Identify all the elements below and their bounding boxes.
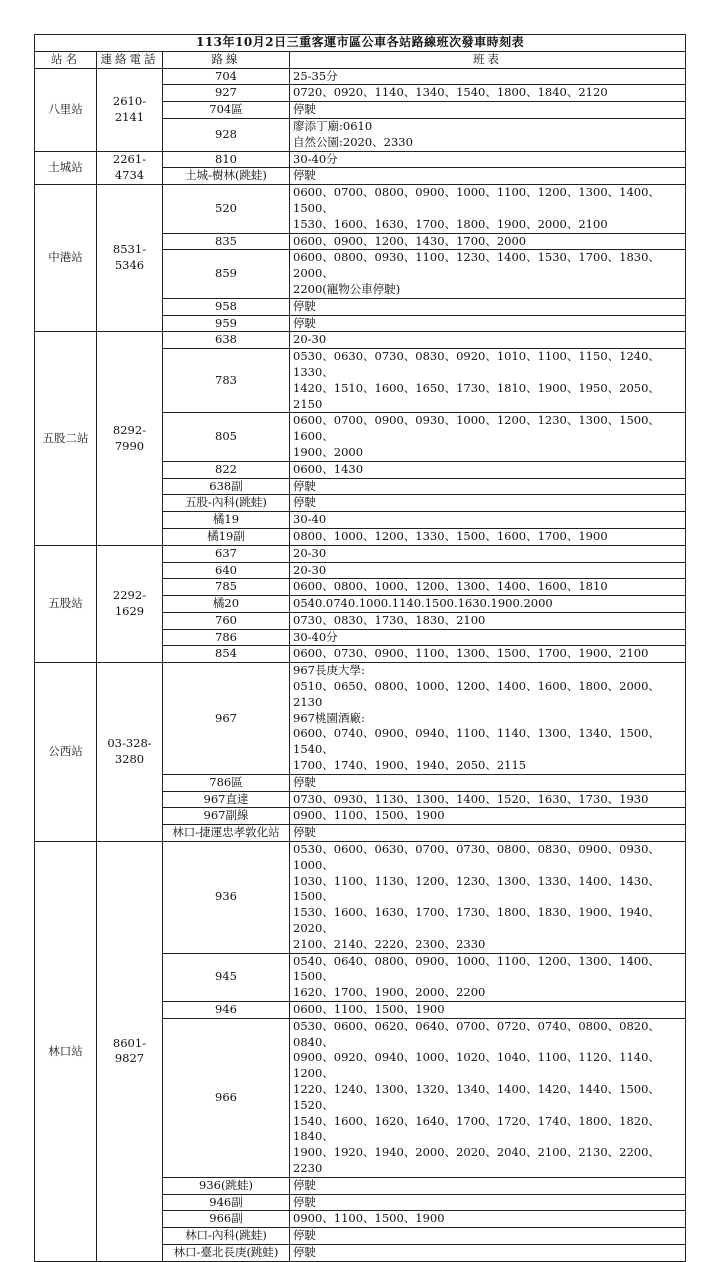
station-phone: 8531-5346 [97, 185, 163, 332]
route-name: 土城-樹林(跳蛙) [163, 168, 290, 185]
route-name: 786區 [163, 774, 290, 791]
route-schedule: 0600、1100、1500、1900 [290, 1002, 686, 1019]
route-schedule: 0530、0600、0630、0700、0730、0800、0830、0900、0930、1000、 1030、1100、1130、1200、1230、1300、1330、1400、1430、1500、 1530、1600、1630、1700、1730、1800、1830、1900、1940、2020、 2100、2140、2220、2300、2330 [290, 842, 686, 954]
route-name: 966副 [163, 1211, 290, 1228]
route-name: 637 [163, 545, 290, 562]
route-name: 835 [163, 233, 290, 250]
route-schedule: 0530、0630、0730、0830、0920、1010、1100、1150、1240、1330、 1420、1510、1600、1650、1730、1810、1900、1950、2050、2150 [290, 349, 686, 413]
route-schedule: 0720、0920、1140、1340、1540、1800、1840、2120 [290, 85, 686, 102]
station-name: 五股二站 [35, 332, 97, 545]
station-phone: 03-328- 3280 [97, 663, 163, 842]
route-schedule: 停駛 [290, 478, 686, 495]
route-name: 945 [163, 953, 290, 1001]
header-row [35, 51, 686, 68]
route-name: 林口-捷運忠孝敦化站 [163, 825, 290, 842]
route-schedule: 30-40分 [290, 629, 686, 646]
route-schedule: 停駛 [290, 1177, 686, 1194]
route-name: 783 [163, 349, 290, 413]
table-row [35, 151, 686, 168]
route-name: 786 [163, 629, 290, 646]
route-name: 967 [163, 663, 290, 775]
route-name: 967直達 [163, 791, 290, 808]
route-name: 928 [163, 118, 290, 151]
table-row [35, 663, 686, 775]
station-phone: 8292-7990 [97, 332, 163, 545]
route-schedule: 20-30 [290, 332, 686, 349]
route-schedule: 停駛 [290, 168, 686, 185]
route-schedule: 20-30 [290, 562, 686, 579]
route-schedule: 0600、0800、1000、1200、1300、1400、1600、1810 [290, 579, 686, 596]
route-name: 638 [163, 332, 290, 349]
route-name: 704區 [163, 102, 290, 119]
route-name: 林口-內科(跳蛙) [163, 1228, 290, 1245]
header-phone: 連絡電話 [97, 51, 163, 68]
route-name: 橘19 [163, 512, 290, 529]
timetable-document [34, 34, 685, 1262]
table-row [35, 185, 686, 233]
header-route: 路線 [163, 51, 290, 68]
table-row [35, 68, 686, 85]
route-name: 936 [163, 842, 290, 954]
station-name: 八里站 [35, 68, 97, 151]
station-phone: 8601-9827 [97, 842, 163, 1262]
route-schedule: 0900、1100、1500、1900 [290, 808, 686, 825]
route-name: 822 [163, 461, 290, 478]
route-name: 760 [163, 612, 290, 629]
route-name: 805 [163, 413, 290, 461]
station-name: 林口站 [35, 842, 97, 1262]
timetable [34, 34, 686, 1262]
route-name: 638副 [163, 478, 290, 495]
table-row [35, 545, 686, 562]
route-schedule: 0600、0730、0900、1100、1300、1500、1700、1900、2100 [290, 646, 686, 663]
route-schedule: 停駛 [290, 1244, 686, 1261]
table-row [35, 332, 686, 349]
route-schedule: 0540.0740.1000.1140.1500.1630.1900.2000 [290, 596, 686, 613]
station-name: 中港站 [35, 185, 97, 332]
route-name: 854 [163, 646, 290, 663]
route-name: 946副 [163, 1194, 290, 1211]
route-schedule: 0540、0640、0800、0900、1000、1100、1200、1300、1400、1500、 1620、1700、1900、2000、2200 [290, 953, 686, 1001]
route-name: 704 [163, 68, 290, 85]
route-schedule: 0600、0900、1200、1430、1700、2000 [290, 233, 686, 250]
title-row [35, 35, 686, 52]
timetable-body [35, 68, 686, 1261]
route-schedule: 停駛 [290, 495, 686, 512]
route-name: 946 [163, 1002, 290, 1019]
route-name: 958 [163, 298, 290, 315]
route-name: 橘19副 [163, 528, 290, 545]
route-schedule: 0730、0830、1730、1830、2100 [290, 612, 686, 629]
route-name: 785 [163, 579, 290, 596]
route-schedule: 停駛 [290, 315, 686, 332]
station-phone: 2261-4734 [97, 151, 163, 185]
route-schedule: 0530、0600、0620、0640、0700、0720、0740、0800、0820、0840、 0900、0920、0940、1000、1020、1040、1100、1120、1140、1200、 1220、1240、1300、1320、1340、1400、1420、1440、1500、1520、 1540、1600、1620、1640、1700、1720、1740、1800、1820、1840、 1900、1920、1940、2000、2020、2040、2100、2130、2200、2230 [290, 1018, 686, 1177]
route-name: 林口-臺北長庚(跳蛙) [163, 1244, 290, 1261]
route-name: 966 [163, 1018, 290, 1177]
route-schedule: 停駛 [290, 774, 686, 791]
route-schedule: 0600、0700、0900、0930、1000、1200、1230、1300、1500、1600、 1900、2000 [290, 413, 686, 461]
station-name: 土城站 [35, 151, 97, 185]
route-name: 936(跳蛙) [163, 1177, 290, 1194]
route-schedule: 967長庚大學: 0510、0650、0800、1000、1200、1400、1600、1800、2000、2130 967桃園酒廠: 0600、0740、0900、0940、1100、1140、1300、1340、1500、1540、 1700、1740、1900、1940、2050、2115 [290, 663, 686, 775]
station-name: 公西站 [35, 663, 97, 842]
route-schedule: 停駛 [290, 102, 686, 119]
route-schedule: 30-40分 [290, 151, 686, 168]
route-schedule: 25-35分 [290, 68, 686, 85]
route-schedule: 廖添丁廟:0610 自然公園:2020、2330 [290, 118, 686, 151]
route-schedule: 停駛 [290, 1228, 686, 1245]
route-name: 967副線 [163, 808, 290, 825]
route-schedule: 停駛 [290, 1194, 686, 1211]
route-name: 810 [163, 151, 290, 168]
header-station: 站名 [35, 51, 97, 68]
route-schedule: 20-30 [290, 545, 686, 562]
route-schedule: 0600、0700、0800、0900、1000、1100、1200、1300、1400、1500、 1530、1600、1630、1700、1800、1900、2000、2100 [290, 185, 686, 233]
route-name: 520 [163, 185, 290, 233]
route-name: 640 [163, 562, 290, 579]
route-name: 927 [163, 85, 290, 102]
route-schedule: 0600、1430 [290, 461, 686, 478]
route-name: 橘20 [163, 596, 290, 613]
station-phone: 2292-1629 [97, 545, 163, 663]
table-row [35, 842, 686, 954]
document-title: 113年10月2日三重客運市區公車各站路線班次發車時刻表 [35, 35, 686, 52]
route-name: 859 [163, 250, 290, 298]
route-name: 五股-內科(跳蛙) [163, 495, 290, 512]
route-schedule: 0800、1000、1200、1330、1500、1600、1700、1900 [290, 528, 686, 545]
route-schedule: 停駛 [290, 298, 686, 315]
station-name: 五股站 [35, 545, 97, 663]
route-schedule: 停駛 [290, 825, 686, 842]
station-phone: 2610-2141 [97, 68, 163, 151]
route-schedule: 0600、0800、0930、1100、1230、1400、1530、1700、1830、2000、 2200(寵物公車停駛) [290, 250, 686, 298]
route-name: 959 [163, 315, 290, 332]
route-schedule: 0900、1100、1500、1900 [290, 1211, 686, 1228]
header-schedule: 班表 [290, 51, 686, 68]
route-schedule: 30-40 [290, 512, 686, 529]
route-schedule: 0730、0930、1130、1300、1400、1520、1630、1730、1930 [290, 791, 686, 808]
